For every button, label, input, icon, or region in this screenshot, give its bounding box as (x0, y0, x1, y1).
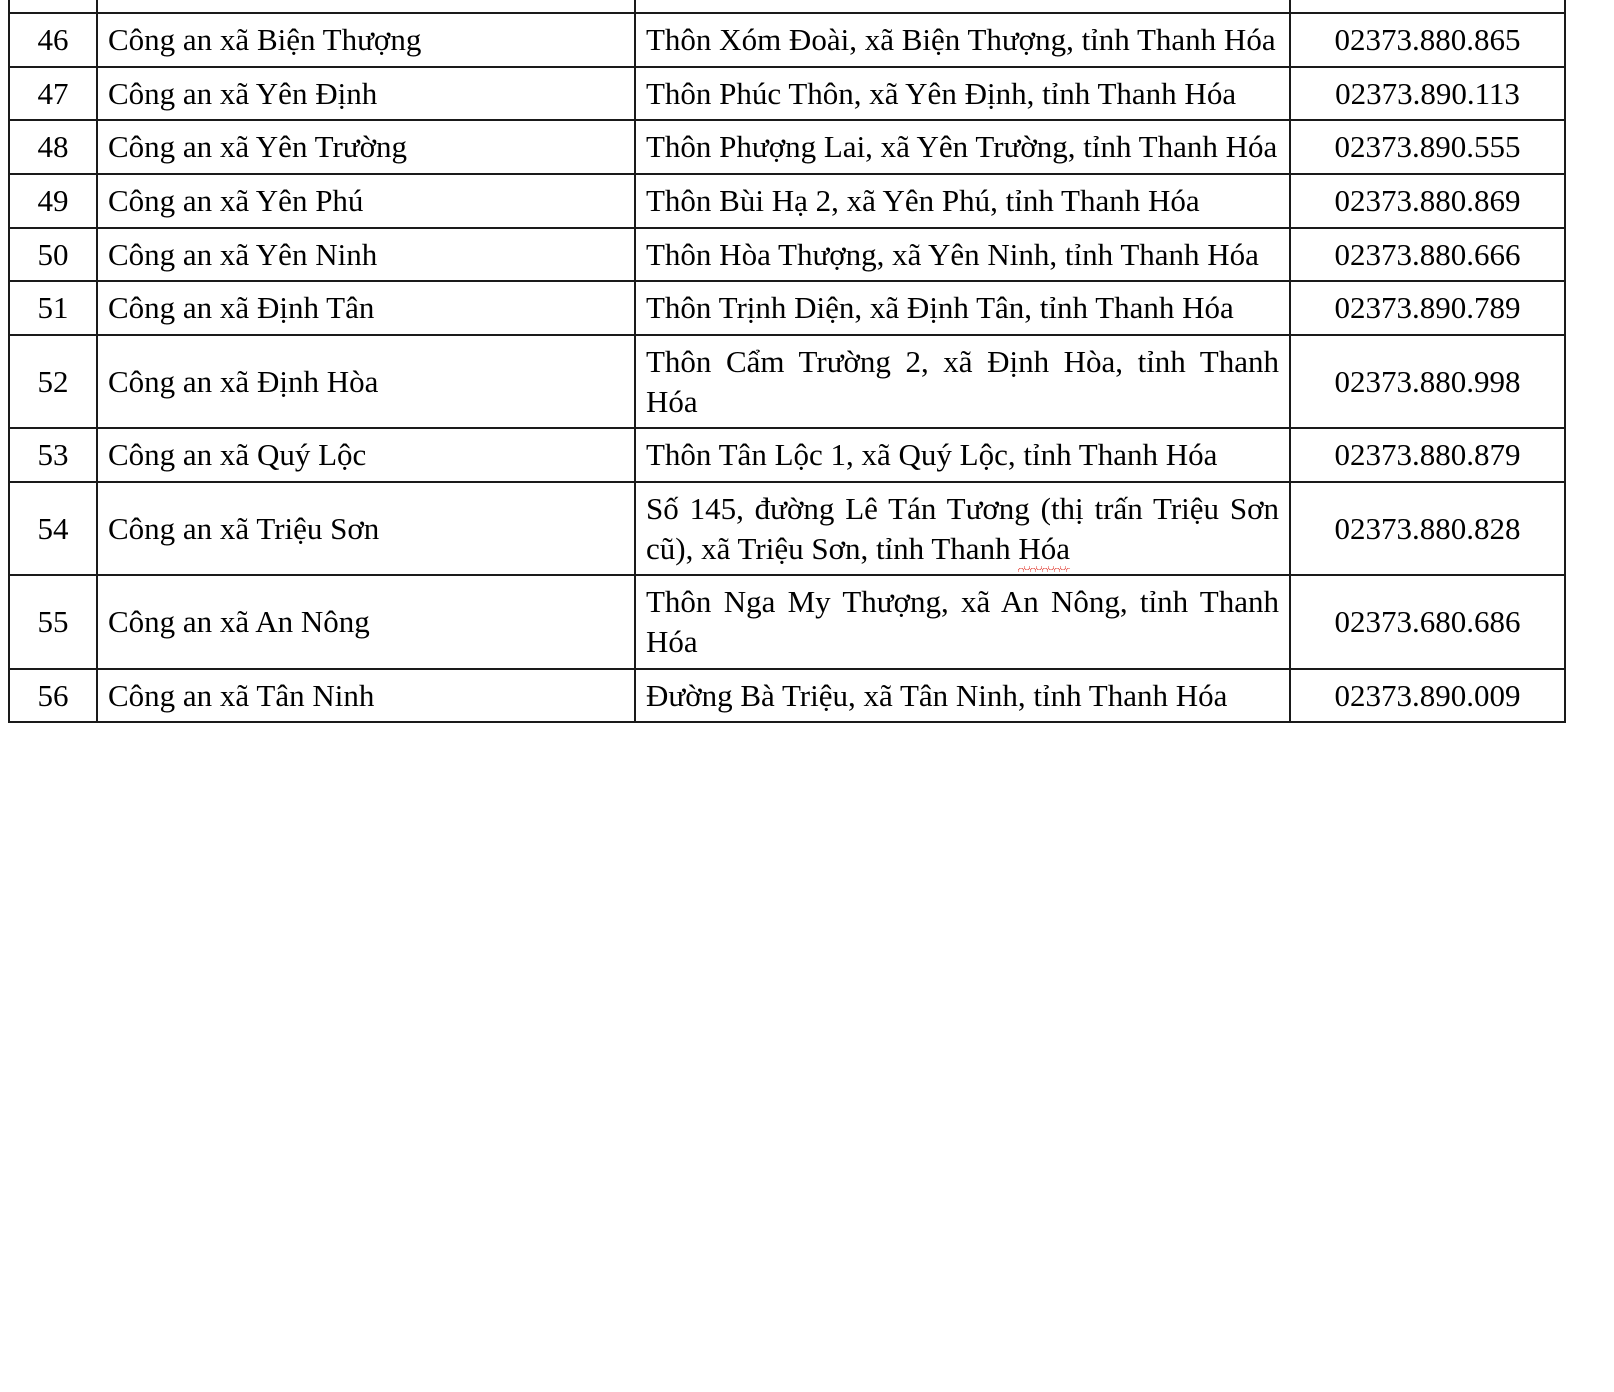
cell-name: Công an xã Biện Thượng (97, 13, 635, 67)
cell-phone: 02373.880.865 (1290, 13, 1565, 67)
cell-address: Thôn Xóm Đoài, xã Biện Thượng, tỉnh Thanh Hóa (635, 13, 1290, 67)
cell-name (97, 0, 635, 13)
cell-address: Đường Bà Triệu, xã Tân Ninh, tỉnh Thanh Hóa (635, 669, 1290, 723)
address-text: Số 145, đường Lê Tán Tương (thị trấn Triệu Sơn cũ), xã Triệu Sơn, tỉnh Thanh (646, 491, 1279, 566)
cell-name: Công an xã Yên Ninh (97, 228, 635, 282)
cell-stt: 56 (9, 669, 97, 723)
cell-phone: 02373.890.009 (1290, 669, 1565, 723)
police-station-contact-table (8, 0, 1566, 723)
cell-stt (9, 0, 97, 13)
table-row (9, 669, 1565, 723)
cell-stt: 49 (9, 174, 97, 228)
cell-address (635, 482, 1290, 575)
cell-name: Công an xã Quý Lộc (97, 428, 635, 482)
cell-stt: 48 (9, 120, 97, 174)
cell-phone: 02373.880.828 (1290, 482, 1565, 575)
table-row (9, 228, 1565, 282)
cell-address: Thôn Phúc Thôn, xã Yên Định, tỉnh Thanh Hóa (635, 67, 1290, 121)
cell-name: Công an xã Định Hòa (97, 335, 635, 428)
cell-stt: 47 (9, 67, 97, 121)
table-row (9, 13, 1565, 67)
table-row (9, 335, 1565, 428)
cell-address: Thôn Tân Lộc 1, xã Quý Lộc, tỉnh Thanh Hóa (635, 428, 1290, 482)
cell-stt: 54 (9, 482, 97, 575)
cell-stt: 53 (9, 428, 97, 482)
cell-phone: 02373.880.998 (1290, 335, 1565, 428)
cell-stt: 55 (9, 575, 97, 668)
cell-name: Công an xã Tân Ninh (97, 669, 635, 723)
cell-phone: 02373.680.686 (1290, 575, 1565, 668)
spellcheck-underlined-word: Hóa (1018, 529, 1070, 569)
cell-address: Thôn Cẩm Trường 2, xã Định Hòa, tỉnh Thanh Hóa (635, 335, 1290, 428)
table-row-partial-top (9, 0, 1565, 13)
cell-name: Công an xã Triệu Sơn (97, 482, 635, 575)
table-body (9, 0, 1565, 722)
table-row (9, 428, 1565, 482)
cell-name: Công an xã Yên Định (97, 67, 635, 121)
cell-address: Thôn Bùi Hạ 2, xã Yên Phú, tỉnh Thanh Hóa (635, 174, 1290, 228)
cell-phone: 02373.890.555 (1290, 120, 1565, 174)
cell-address: Thôn Nga My Thượng, xã An Nông, tỉnh Thanh Hóa (635, 575, 1290, 668)
table-row (9, 482, 1565, 575)
table-row (9, 120, 1565, 174)
table-row (9, 174, 1565, 228)
cell-stt: 52 (9, 335, 97, 428)
cell-name: Công an xã Định Tân (97, 281, 635, 335)
cell-address: Thôn Trịnh Diện, xã Định Tân, tỉnh Thanh Hóa (635, 281, 1290, 335)
cell-phone: 02373.880.879 (1290, 428, 1565, 482)
cell-stt: 51 (9, 281, 97, 335)
table-row (9, 67, 1565, 121)
cell-name: Công an xã An Nông (97, 575, 635, 668)
cell-name: Công an xã Yên Phú (97, 174, 635, 228)
cell-stt: 50 (9, 228, 97, 282)
cell-phone: 02373.890.113 (1290, 67, 1565, 121)
cell-phone: 02373.880.869 (1290, 174, 1565, 228)
cell-name: Công an xã Yên Trường (97, 120, 635, 174)
table-row (9, 281, 1565, 335)
cell-phone (1290, 0, 1565, 13)
cell-phone: 02373.880.666 (1290, 228, 1565, 282)
table-row (9, 575, 1565, 668)
cell-address: Thôn Phượng Lai, xã Yên Trường, tỉnh Thanh Hóa (635, 120, 1290, 174)
cell-address: Thôn Hòa Thượng, xã Yên Ninh, tỉnh Thanh Hóa (635, 228, 1290, 282)
cell-address (635, 0, 1290, 13)
cell-phone: 02373.890.789 (1290, 281, 1565, 335)
cell-stt: 46 (9, 13, 97, 67)
